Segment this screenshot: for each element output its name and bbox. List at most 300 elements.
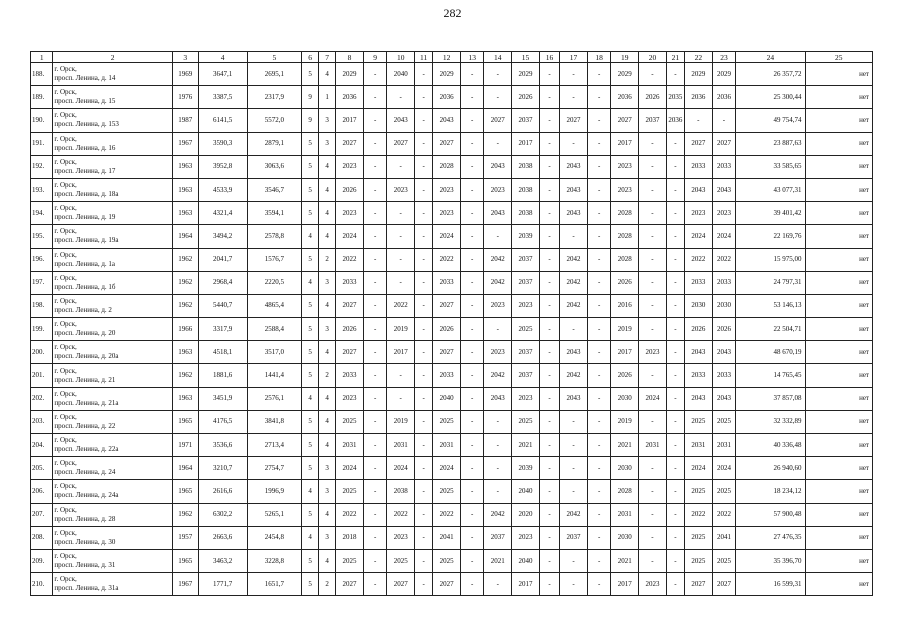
cell-col-18: - <box>587 457 610 480</box>
cell-col-8: 2024 <box>336 457 364 480</box>
column-header: 7 <box>319 52 336 63</box>
cell-col-6: 4 <box>302 480 319 503</box>
cell-col-20: - <box>639 248 667 271</box>
cell-col-14: 2043 <box>484 202 512 225</box>
cell-col-13: - <box>460 480 483 503</box>
cell-col-23: 2043 <box>712 178 735 201</box>
row-number: 199. <box>31 318 53 341</box>
cell-col-20: - <box>639 63 667 86</box>
cell-col-23: 2026 <box>712 318 735 341</box>
cell-col-3: 1964 <box>172 457 198 480</box>
cell-col-19: 2028 <box>611 248 639 271</box>
cell-col-18: - <box>587 63 610 86</box>
cell-col-9: - <box>363 410 386 433</box>
cell-col-11: - <box>415 109 433 132</box>
table-row <box>31 248 873 271</box>
cell-col-24: 33 585,65 <box>736 155 805 178</box>
table-row <box>31 155 873 178</box>
cell-col-6: 5 <box>302 364 319 387</box>
address-cell <box>53 178 173 201</box>
address-street: просп. Ленина, д. 28 <box>54 514 116 523</box>
cell-col-6: 5 <box>302 457 319 480</box>
cell-col-6: 5 <box>302 248 319 271</box>
cell-col-8: 2029 <box>336 63 364 86</box>
cell-col-5: 2588,4 <box>247 318 301 341</box>
cell-col-12: 2022 <box>433 503 461 526</box>
cell-col-20: 2031 <box>639 434 667 457</box>
cell-col-20: 2026 <box>639 86 667 109</box>
cell-col-3: 1965 <box>172 480 198 503</box>
cell-col-5: 1651,7 <box>247 573 301 596</box>
cell-col-23: 2023 <box>712 202 735 225</box>
table-row <box>31 526 873 549</box>
cell-col-11: - <box>415 480 433 503</box>
address-city: г. Орск, <box>54 157 77 166</box>
cell-col-6: 5 <box>302 178 319 201</box>
address-cell <box>53 387 173 410</box>
cell-col-15: 2023 <box>512 526 540 549</box>
cell-col-3: 1976 <box>172 86 198 109</box>
cell-col-7: 3 <box>319 318 336 341</box>
cell-col-20: - <box>639 155 667 178</box>
cell-col-3: 1963 <box>172 155 198 178</box>
cell-col-4: 4321,4 <box>198 202 247 225</box>
address-city: г. Орск, <box>54 320 77 329</box>
cell-col-11: - <box>415 364 433 387</box>
cell-col-22: 2023 <box>684 202 712 225</box>
row-number: 209. <box>31 549 53 572</box>
cell-col-7: 4 <box>319 178 336 201</box>
cell-col-12: 2036 <box>433 86 461 109</box>
cell-col-24: 39 401,42 <box>736 202 805 225</box>
address-cell <box>53 248 173 271</box>
cell-col-5: 2317,9 <box>247 86 301 109</box>
cell-col-13: - <box>460 109 483 132</box>
cell-col-13: - <box>460 503 483 526</box>
cell-col-21: - <box>666 178 684 201</box>
address-city: г. Орск, <box>54 575 77 584</box>
address-street: просп. Ленина, д. 20 <box>54 329 116 338</box>
cell-col-4: 4518,1 <box>198 341 247 364</box>
cell-col-23: 2025 <box>712 410 735 433</box>
table-row <box>31 503 873 526</box>
cell-col-19: 2030 <box>611 387 639 410</box>
column-header: 20 <box>639 52 667 63</box>
cell-col-5: 5265,1 <box>247 503 301 526</box>
cell-col-21: - <box>666 573 684 596</box>
address-cell <box>53 549 173 572</box>
cell-col-19: 2026 <box>611 271 639 294</box>
column-header: 16 <box>539 52 559 63</box>
cell-col-8: 2022 <box>336 248 364 271</box>
cell-col-16: - <box>539 132 559 155</box>
cell-col-12: 2023 <box>433 202 461 225</box>
cell-col-22: 2033 <box>684 364 712 387</box>
cell-col-22: 2029 <box>684 63 712 86</box>
address-city: г. Орск, <box>54 204 77 213</box>
cell-col-23: 2029 <box>712 63 735 86</box>
cell-col-24: 35 396,70 <box>736 549 805 572</box>
cell-col-25: нет <box>805 318 872 341</box>
cell-col-21: - <box>666 202 684 225</box>
cell-col-9: - <box>363 341 386 364</box>
address-cell <box>53 294 173 317</box>
column-header: 21 <box>666 52 684 63</box>
row-number: 193. <box>31 178 53 201</box>
table-body <box>31 63 873 596</box>
cell-col-18: - <box>587 387 610 410</box>
cell-col-8: 2023 <box>336 387 364 410</box>
cell-col-18: - <box>587 410 610 433</box>
cell-col-9: - <box>363 225 386 248</box>
table-row <box>31 410 873 433</box>
cell-col-14: 2027 <box>484 109 512 132</box>
cell-col-20: - <box>639 364 667 387</box>
cell-col-22: 2026 <box>684 318 712 341</box>
cell-col-6: 5 <box>302 410 319 433</box>
cell-col-21: - <box>666 294 684 317</box>
cell-col-20: - <box>639 271 667 294</box>
cell-col-23: 2027 <box>712 573 735 596</box>
column-header: 6 <box>302 52 319 63</box>
cell-col-15: 2017 <box>512 573 540 596</box>
cell-col-16: - <box>539 503 559 526</box>
row-number: 207. <box>31 503 53 526</box>
cell-col-6: 4 <box>302 526 319 549</box>
address-street: просп. Ленина, д. 19а <box>54 236 119 245</box>
address-city: г. Орск, <box>54 273 77 282</box>
row-number: 202. <box>31 387 53 410</box>
cell-col-14: 2042 <box>484 271 512 294</box>
cell-col-21: - <box>666 526 684 549</box>
cell-col-19: 2017 <box>611 341 639 364</box>
cell-col-12: 2023 <box>433 178 461 201</box>
cell-col-4: 6302,2 <box>198 503 247 526</box>
cell-col-24: 37 857,08 <box>736 387 805 410</box>
address-street: просп. Ленина, д. 19 <box>54 213 116 222</box>
cell-col-23: 2025 <box>712 480 735 503</box>
cell-col-24: 23 887,63 <box>736 132 805 155</box>
cell-col-15: 2037 <box>512 271 540 294</box>
cell-col-9: - <box>363 434 386 457</box>
cell-col-4: 2968,4 <box>198 271 247 294</box>
cell-col-19: 2023 <box>611 178 639 201</box>
column-header: 23 <box>712 52 735 63</box>
cell-col-16: - <box>539 573 559 596</box>
cell-col-10: 2043 <box>387 109 415 132</box>
cell-col-14: - <box>484 573 512 596</box>
cell-col-22: 2025 <box>684 526 712 549</box>
row-number: 195. <box>31 225 53 248</box>
cell-col-6: 5 <box>302 132 319 155</box>
cell-col-10: 2024 <box>387 457 415 480</box>
cell-col-16: - <box>539 155 559 178</box>
cell-col-23: 2027 <box>712 132 735 155</box>
cell-col-16: - <box>539 457 559 480</box>
cell-col-15: 2039 <box>512 457 540 480</box>
cell-col-6: 5 <box>302 202 319 225</box>
cell-col-19: 2017 <box>611 132 639 155</box>
cell-col-5: 1576,7 <box>247 248 301 271</box>
cell-col-3: 1957 <box>172 526 198 549</box>
cell-col-22: 2022 <box>684 248 712 271</box>
cell-col-22: 2043 <box>684 178 712 201</box>
cell-col-6: 5 <box>302 318 319 341</box>
cell-col-4: 3952,8 <box>198 155 247 178</box>
cell-col-25: нет <box>805 526 872 549</box>
address-street: просп. Ленина, д. 1б <box>54 282 116 291</box>
cell-col-16: - <box>539 341 559 364</box>
cell-col-21: - <box>666 271 684 294</box>
address-street: просп. Ленина, д. 16 <box>54 143 116 152</box>
cell-col-21: - <box>666 155 684 178</box>
cell-col-3: 1962 <box>172 503 198 526</box>
address-street: просп. Ленина, д. 22а <box>54 445 119 454</box>
cell-col-23: 2033 <box>712 155 735 178</box>
cell-col-12: 2024 <box>433 457 461 480</box>
table-row <box>31 434 873 457</box>
cell-col-11: - <box>415 573 433 596</box>
cell-col-14: 2042 <box>484 503 512 526</box>
cell-col-22: 2033 <box>684 271 712 294</box>
cell-col-25: нет <box>805 503 872 526</box>
cell-col-22: 2031 <box>684 434 712 457</box>
cell-col-25: нет <box>805 225 872 248</box>
cell-col-5: 3841,8 <box>247 410 301 433</box>
cell-col-19: 2021 <box>611 434 639 457</box>
address-cell <box>53 86 173 109</box>
cell-col-15: 2039 <box>512 225 540 248</box>
cell-col-17: - <box>560 132 588 155</box>
cell-col-25: нет <box>805 294 872 317</box>
cell-col-5: 2754,7 <box>247 457 301 480</box>
cell-col-11: - <box>415 434 433 457</box>
cell-col-11: - <box>415 271 433 294</box>
cell-col-18: - <box>587 503 610 526</box>
cell-col-17: - <box>560 434 588 457</box>
cell-col-15: 2026 <box>512 86 540 109</box>
address-cell <box>53 503 173 526</box>
cell-col-25: нет <box>805 271 872 294</box>
cell-col-4: 3317,9 <box>198 318 247 341</box>
cell-col-10: - <box>387 202 415 225</box>
cell-col-3: 1965 <box>172 549 198 572</box>
cell-col-17: 2042 <box>560 503 588 526</box>
cell-col-25: нет <box>805 387 872 410</box>
cell-col-19: 2026 <box>611 364 639 387</box>
cell-col-9: - <box>363 86 386 109</box>
cell-col-4: 1771,7 <box>198 573 247 596</box>
cell-col-23: 2036 <box>712 86 735 109</box>
column-header: 9 <box>363 52 386 63</box>
address-cell <box>53 526 173 549</box>
cell-col-7: 3 <box>319 480 336 503</box>
cell-col-4: 3451,9 <box>198 387 247 410</box>
column-number-header <box>31 52 873 63</box>
cell-col-18: - <box>587 434 610 457</box>
address-city: г. Орск, <box>54 111 77 120</box>
cell-col-9: - <box>363 457 386 480</box>
row-number: 200. <box>31 341 53 364</box>
column-header: 8 <box>336 52 364 63</box>
cell-col-17: 2027 <box>560 109 588 132</box>
cell-col-15: 2023 <box>512 387 540 410</box>
cell-col-22: 2022 <box>684 503 712 526</box>
cell-col-13: - <box>460 526 483 549</box>
cell-col-14: 2043 <box>484 387 512 410</box>
cell-col-15: 2038 <box>512 155 540 178</box>
cell-col-20: 2037 <box>639 109 667 132</box>
cell-col-13: - <box>460 178 483 201</box>
cell-col-3: 1965 <box>172 410 198 433</box>
cell-col-15: 2037 <box>512 341 540 364</box>
cell-col-9: - <box>363 178 386 201</box>
address-city: г. Орск, <box>54 134 77 143</box>
cell-col-18: - <box>587 294 610 317</box>
cell-col-16: - <box>539 63 559 86</box>
cell-col-10: - <box>387 225 415 248</box>
cell-col-23: 2022 <box>712 248 735 271</box>
cell-col-24: 14 765,45 <box>736 364 805 387</box>
cell-col-22: 2024 <box>684 457 712 480</box>
cell-col-15: 2038 <box>512 178 540 201</box>
row-number: 198. <box>31 294 53 317</box>
row-number: 210. <box>31 573 53 596</box>
cell-col-16: - <box>539 86 559 109</box>
cell-col-20: - <box>639 480 667 503</box>
cell-col-3: 1987 <box>172 109 198 132</box>
cell-col-20: 2024 <box>639 387 667 410</box>
cell-col-8: 2033 <box>336 364 364 387</box>
cell-col-25: нет <box>805 410 872 433</box>
cell-col-17: - <box>560 573 588 596</box>
cell-col-25: нет <box>805 109 872 132</box>
cell-col-10: 2025 <box>387 549 415 572</box>
cell-col-19: 2027 <box>611 109 639 132</box>
cell-col-16: - <box>539 109 559 132</box>
cell-col-4: 3536,6 <box>198 434 247 457</box>
cell-col-24: 18 234,12 <box>736 480 805 503</box>
cell-col-13: - <box>460 155 483 178</box>
cell-col-14: 2023 <box>484 178 512 201</box>
table-row <box>31 387 873 410</box>
cell-col-16: - <box>539 549 559 572</box>
cell-col-4: 3647,1 <box>198 63 247 86</box>
row-number: 201. <box>31 364 53 387</box>
row-number: 196. <box>31 248 53 271</box>
cell-col-12: 2041 <box>433 526 461 549</box>
cell-col-11: - <box>415 410 433 433</box>
row-number: 189. <box>31 86 53 109</box>
cell-col-5: 1441,4 <box>247 364 301 387</box>
cell-col-6: 9 <box>302 86 319 109</box>
cell-col-16: - <box>539 526 559 549</box>
cell-col-7: 4 <box>319 63 336 86</box>
cell-col-8: 2023 <box>336 155 364 178</box>
cell-col-22: 2024 <box>684 225 712 248</box>
cell-col-17: - <box>560 480 588 503</box>
cell-col-25: нет <box>805 549 872 572</box>
cell-col-12: 2040 <box>433 387 461 410</box>
table-row <box>31 341 873 364</box>
cell-col-22: 2027 <box>684 132 712 155</box>
address-street: просп. Ленина, д. 15 <box>54 97 116 106</box>
cell-col-6: 5 <box>302 155 319 178</box>
cell-col-7: 4 <box>319 549 336 572</box>
cell-col-7: 3 <box>319 457 336 480</box>
cell-col-7: 4 <box>319 155 336 178</box>
table-row <box>31 549 873 572</box>
cell-col-16: - <box>539 225 559 248</box>
column-header: 13 <box>460 52 483 63</box>
cell-col-24: 16 599,31 <box>736 573 805 596</box>
cell-col-22: 2043 <box>684 387 712 410</box>
cell-col-12: 2025 <box>433 549 461 572</box>
cell-col-13: - <box>460 294 483 317</box>
cell-col-15: 2038 <box>512 202 540 225</box>
address-cell <box>53 155 173 178</box>
cell-col-17: - <box>560 457 588 480</box>
cell-col-3: 1962 <box>172 294 198 317</box>
row-number: 208. <box>31 526 53 549</box>
cell-col-13: - <box>460 434 483 457</box>
cell-col-9: - <box>363 294 386 317</box>
cell-col-6: 4 <box>302 225 319 248</box>
cell-col-17: - <box>560 225 588 248</box>
cell-col-6: 4 <box>302 387 319 410</box>
cell-col-9: - <box>363 387 386 410</box>
cell-col-8: 2023 <box>336 202 364 225</box>
row-number: 188. <box>31 63 53 86</box>
cell-col-19: 2036 <box>611 86 639 109</box>
address-city: г. Орск, <box>54 389 77 398</box>
cell-col-5: 2576,1 <box>247 387 301 410</box>
cell-col-23: 2030 <box>712 294 735 317</box>
cell-col-9: - <box>363 480 386 503</box>
cell-col-3: 1963 <box>172 202 198 225</box>
cell-col-20: - <box>639 410 667 433</box>
cell-col-13: - <box>460 573 483 596</box>
cell-col-24: 22 169,76 <box>736 225 805 248</box>
column-header: 22 <box>684 52 712 63</box>
cell-col-12: 2033 <box>433 271 461 294</box>
cell-col-11: - <box>415 178 433 201</box>
cell-col-19: 2030 <box>611 457 639 480</box>
cell-col-10: 2027 <box>387 132 415 155</box>
row-number: 190. <box>31 109 53 132</box>
cell-col-5: 3228,8 <box>247 549 301 572</box>
address-street: просп. Ленина, д. 24а <box>54 491 119 500</box>
address-city: г. Орск, <box>54 227 77 236</box>
address-city: г. Орск, <box>54 412 77 421</box>
cell-col-5: 1996,9 <box>247 480 301 503</box>
cell-col-8: 2027 <box>336 573 364 596</box>
cell-col-16: - <box>539 318 559 341</box>
cell-col-9: - <box>363 549 386 572</box>
address-city: г. Орск, <box>54 296 77 305</box>
cell-col-12: 2027 <box>433 341 461 364</box>
cell-col-17: - <box>560 549 588 572</box>
cell-col-10: 2023 <box>387 526 415 549</box>
cell-col-6: 5 <box>302 294 319 317</box>
cell-col-7: 4 <box>319 387 336 410</box>
cell-col-21: - <box>666 480 684 503</box>
cell-col-24: 49 754,74 <box>736 109 805 132</box>
cell-col-19: 2019 <box>611 318 639 341</box>
cell-col-24: 32 332,89 <box>736 410 805 433</box>
cell-col-14: - <box>484 63 512 86</box>
column-header: 15 <box>512 52 540 63</box>
